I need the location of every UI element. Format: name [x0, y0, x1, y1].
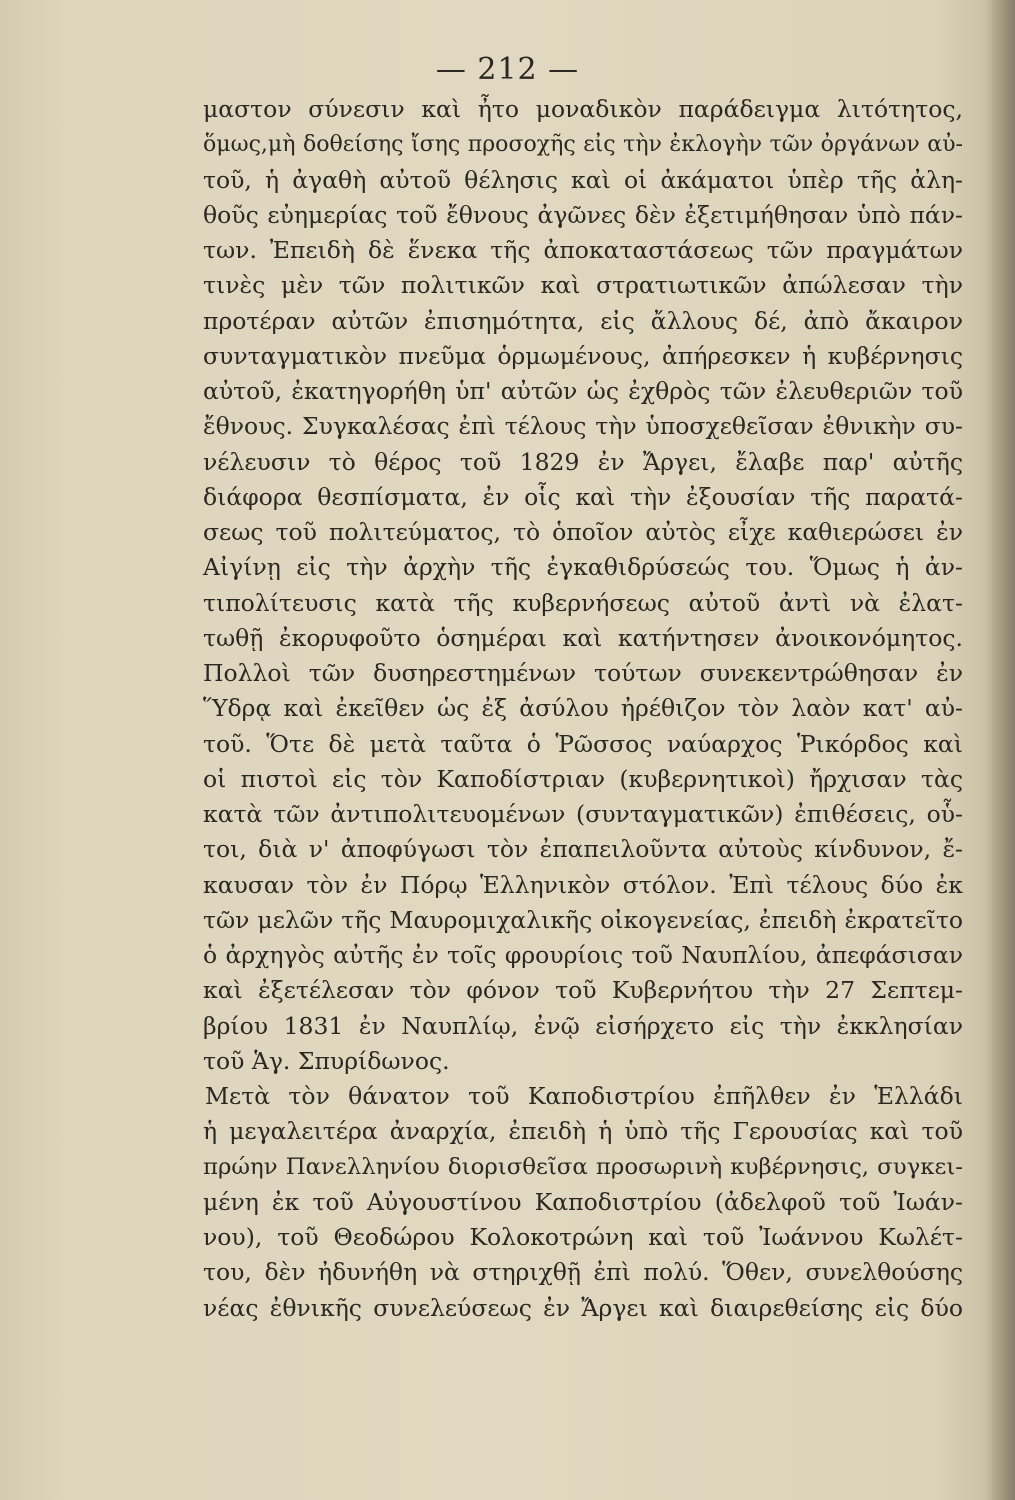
text-line: ὁ ἀρχηγὸς αὐτῆς ἐν τοῖς φρουρίοις τοῦ Ναυπλίου, ἀπεφάσισαν — [203, 941, 963, 969]
page-binding-shadow — [985, 0, 1015, 1500]
text-line: τιπολίτευσις κατὰ τῆς κυβερνήσεως αὐτοῦ ἀντὶ νὰ ἐλατ- — [203, 588, 963, 617]
text-line: τοῦ Ἁγ. Σπυρίδωνος. — [203, 1046, 450, 1075]
text-line: τοῦ. Ὅτε δὲ μετὰ ταῦτα ὁ Ῥῶσσος ναύαρχος Ῥικόρδος καὶ — [203, 729, 963, 758]
text-line: οἱ πιστοὶ εἰς τὸν Καποδίστριαν (κυβερνητικοὶ) ἤρχισαν τὰς — [203, 764, 963, 793]
text-line: κατὰ τῶν ἀντιπολιτευομένων (συνταγματικῶν) ἐπιθέσεις, οὗ- — [203, 800, 963, 828]
paragraph-start-line: Μετὰ τὸν θάνατον τοῦ Καποδιστρίου ἐπῆλθεν ἐν Ἑλλάδι — [205, 1082, 963, 1110]
text-line: ἡ μεγαλειτέρα ἀναρχία, ἐπειδὴ ἡ ὑπὸ τῆς Γερουσίας καὶ τοῦ — [203, 1117, 963, 1146]
text-line: πρώην Πανελληνίου διορισθεῖσα προσωρινὴ κυβέρνησις, συγκει- — [203, 1153, 963, 1180]
text-line: των. Ἐπειδὴ δὲ ἕνεκα τῆς ἀποκαταστάσεως τῶν πραγμάτων — [203, 236, 963, 264]
text-line: καυσαν τὸν ἐν Πόρῳ Ἑλληνικὸν στόλον. Ἐπὶ τέλους δύο ἐκ — [203, 870, 963, 899]
text-line: τοι, διὰ ν' ἀποφύγωσι τὸν ἐπαπειλοῦντα αὐτοὺς κίνδυνον, ἔ- — [203, 835, 963, 864]
text-line: ὅμως,μὴ δοθείσης ἴσης προσοχῆς εἰς τὴν ἐκλογὴν τῶν ὀργάνων αὐ- — [203, 132, 963, 158]
body-text — [203, 92, 963, 1326]
text-line: τινὲς μὲν τῶν πολιτικῶν καὶ στρατιωτικῶν ἀπώλεσαν τὴν — [203, 271, 963, 300]
text-line: Πολλοὶ τῶν δυσηρεστημένων τούτων συνεκεντρώθησαν ἐν — [203, 659, 963, 687]
text-line: διάφορα θεσπίσματα, ἐν οἷς καὶ τὴν ἐξουσίαν τῆς παρατά- — [203, 482, 963, 511]
text-line: νου), τοῦ Θεοδώρου Κολοκοτρώνη καὶ τοῦ Ἰωάννου Κωλέτ- — [203, 1223, 963, 1251]
text-line: βρίου 1831 ἐν Ναυπλίῳ, ἐνῷ εἰσήρχετο εἰς τὴν ἐκκλησίαν — [203, 1011, 963, 1040]
text-line: του, δὲν ἠδυνήθη νὰ στηριχθῇ ἐπὶ πολύ. Ὅθεν, συνελθούσης — [203, 1258, 963, 1287]
text-line: Ὕδρᾳ καὶ ἐκεῖθεν ὡς ἐξ ἀσύλου ἠρέθιζον τὸν λαὸν κατ' αὐ- — [203, 694, 963, 723]
page-number: — 212 — — [435, 52, 580, 87]
text-line: συνταγματικὸν πνεῦμα ὁρμωμένους, ἀπήρεσκεν ἡ κυβέρνησις — [203, 341, 963, 370]
text-line: Αἰγίνῃ εἰς τὴν ἀρχὴν τῆς ἐγκαθιδρύσεώς του. Ὅμως ἡ ἀν- — [203, 553, 963, 582]
text-line: νέλευσιν τὸ θέρος τοῦ 1829 ἐν Ἄργει, ἔλαβε παρ' αὐτῆς — [203, 447, 963, 476]
text-line: σεως τοῦ πολιτεύματος, τὸ ὁποῖον αὐτὸς εἶχε καθιερώσει ἐν — [203, 518, 963, 546]
text-line: αὐτοῦ, ἐκατηγορήθη ὑπ' αὐτῶν ὡς ἐχθρὸς τῶν ἐλευθεριῶν τοῦ — [203, 377, 963, 405]
text-line: τῶν μελῶν τῆς Μαυρομιχαλικῆς οἰκογενείας, ἐπειδὴ ἐκρατεῖτο — [203, 905, 963, 934]
text-line: προτέραν αὐτῶν ἐπισημότητα, εἰς ἄλλους δέ, ἀπὸ ἄκαιρον — [203, 306, 963, 335]
text-line: μαστον σύνεσιν καὶ ἦτο μοναδικὸν παράδειγμα λιτότητος, — [203, 95, 963, 123]
text-line: καὶ ἐξετέλεσαν τὸν φόνον τοῦ Κυβερνήτου τὴν 27 Σεπτεμ- — [203, 976, 963, 1005]
text-line: νέας ἐθνικῆς συνελεύσεως ἐν Ἄργει καὶ διαιρεθείσης εἰς δύο — [203, 1293, 963, 1322]
text-line: τωθῇ ἐκορυφοῦτο ὁσημέραι καὶ κατήντησεν ἀνοικονόμητος. — [203, 623, 963, 652]
text-line: μένη ἐκ τοῦ Αὐγουστίνου Καποδιστρίου (ἀδελφοῦ τοῦ Ἰωάν- — [203, 1187, 963, 1216]
text-line: τοῦ, ἡ ἀγαθὴ αὐτοῦ θέλησις καὶ οἱ ἀκάματοι ὑπὲρ τῆς ἀλη- — [203, 165, 963, 194]
text-line: ἔθνους. Συγκαλέσας ἐπὶ τέλους τὴν ὑποσχεθεῖσαν ἐθνικὴν συ- — [203, 412, 963, 441]
text-line: θοῦς εὐημερίας τοῦ ἔθνους ἀγῶνες δὲν ἐξετιμήθησαν ὑπὸ πάν- — [203, 200, 963, 229]
